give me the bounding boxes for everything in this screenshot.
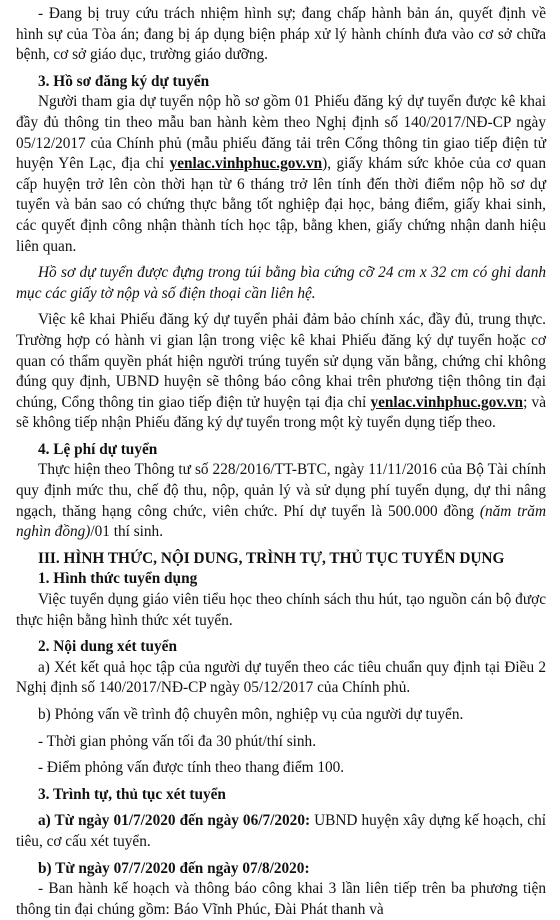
heading-selection-content: 2. Nội dung xét tuyển xyxy=(38,638,177,656)
paragraph-step-a xyxy=(16,811,546,852)
heading-section-iii: III. HÌNH THỨC, NỘI DUNG, TRÌNH TỰ, THỦ TỤC TUYỂN DỤNG xyxy=(38,549,505,567)
dossier-text-end: ), giấy khám sức khỏe của cơ quan cấp huyện trở lên còn thời hạn từ 6 tháng trở lên tính đến thời điểm nộp hồ sơ dự tuyển và bản sao có chứng thực bằng tốt nghiệp đại học, bảng điểm, giấy khai sinh, các quyết định công nhận thành tích học tập, bằng khen, giấy chứng nhận danh hiệu liên quan. xyxy=(16,155,546,255)
heading-procedure: 3. Trình tự, thủ tục xét tuyển xyxy=(38,785,226,803)
fee-text-start: Thực hiện theo Thông tư số 228/2016/TT-BTC, ngày 11/11/2016 của Bộ Tài chính quy định mức thu, chế độ thu, nộp, quản lý và sử dụng phí tuyển dụng, dự thi nâng ngạch, thăng hạng công chức, viên chức. Phí dự tuyển là 500.000 đồng xyxy=(16,461,546,520)
heading-application-dossier: 3. Hồ sơ đăng ký dự tuyển xyxy=(38,72,210,90)
declaration-text-start: Việc kê khai Phiếu đăng ký dự tuyển phải đảm bảo chính xác, đầy đủ, trung thực. Trường hợp có hành vi gian lận trong việc kê khai Phiếu đăng ký dự tuyển hoặc cơ quan có thẩm quyền phát hiện người trúng tuyển sử dụng văn bằng, chứng chỉ không đúng quy định, UBND huyện sẽ thông báo công khai trên phương tiện thông tin đại chúng, Cổng thông tin giao tiếp điện tử huyện tại địa chỉ xyxy=(16,311,546,411)
dossier-text-start: Người tham gia dự tuyển nộp hồ sơ gồm 01 Phiếu đăng ký dự tuyển được kê khai đầy đủ thông tin theo mẫu ban hành kèm theo Nghị định số 140/2017/NĐ-CP ngày 05/12/2017 của Chính phủ (mẫu phiếu đăng tải trên Cổng thông tin giao tiếp điện tử huyện Yên Lạc, địa chỉ xyxy=(16,93,546,173)
paragraph-academic-review: a) Xét kết quả học tập của người dự tuyển theo các tiêu chuẩn quy định tại Điều 2 Nghị định số 140/2017/NĐ-CP ngày 05/12/2017 của Chính phủ. xyxy=(16,658,546,697)
paragraph-recruitment-form: Việc tuyển dụng giáo viên tiểu học theo chính sách thu hút, tạo nguồn cán bộ được thực hiện bằng hình thức xét tuyển. xyxy=(16,591,546,629)
heading-fee: 4. Lệ phí dự tuyển xyxy=(38,440,158,458)
fee-in-words: (năm trăm nghìn đồng) xyxy=(16,502,546,541)
paragraph-declaration xyxy=(16,310,546,434)
paragraph-interview-score: - Điểm phỏng vấn được tính theo thang điểm 100. xyxy=(38,759,345,777)
website-link-2[interactable]: yenlac.vinhphuc.gov.vn xyxy=(370,393,524,411)
paragraph-interview: b) Phỏng vấn về trình độ chuyên môn, nghiệp vụ của người dự tuyển. xyxy=(38,706,464,723)
paragraph-envelope-note: Hồ sơ dự tuyển được đựng trong túi bằng bìa cứng cỡ 24 cm x 32 cm có ghi danh mục các giấy tờ nộp và số điện thoại cần liên hệ. xyxy=(16,264,546,302)
paragraph-dossier-contents xyxy=(16,92,546,257)
step-b-dates: b) Từ ngày 07/7/2020 đến ngày 07/8/2020: xyxy=(38,859,310,877)
heading-recruitment-form: 1. Hình thức tuyển dụng xyxy=(38,570,198,588)
paragraph-step-b xyxy=(16,859,546,880)
step-a-dates: a) Từ ngày 01/7/2020 đến ngày 06/7/2020: xyxy=(38,812,311,830)
fee-text-end: /01 thí sinh. xyxy=(90,523,164,541)
paragraph-fee xyxy=(16,460,546,542)
declaration-text-end: ; và sẽ không tiếp nhận Phiếu đăng ký dự tuyển trong một kỳ tuyển dụng tiếp theo. xyxy=(16,393,546,432)
website-link[interactable]: yenlac.vinhphuc.gov.vn xyxy=(169,155,323,173)
paragraph-interview-time: - Thời gian phỏng vấn tối đa 30 phút/thí sinh. xyxy=(38,732,317,750)
paragraph-disqualification: - Đang bị truy cứu trách nhiệm hình sự; đang chấp hành bản án, quyết định về hình sự của Tòa án; đang bị áp dụng biện pháp xử lý hành chính đưa vào cơ sở chữa bệnh, cơ sở giáo dục, trường giáo dưỡng. xyxy=(16,5,546,64)
step-a-text: UBND huyện xây dựng kế hoạch, chỉ tiêu, cơ cấu xét tuyển. xyxy=(16,812,546,850)
paragraph-step-b-announcement: - Ban hành kế hoạch và thông báo công khai 3 lần liên tiếp trên ba phương tiện thông tin đại chúng gồm: Báo Vĩnh Phúc, Đài Phát thanh và xyxy=(16,880,546,918)
